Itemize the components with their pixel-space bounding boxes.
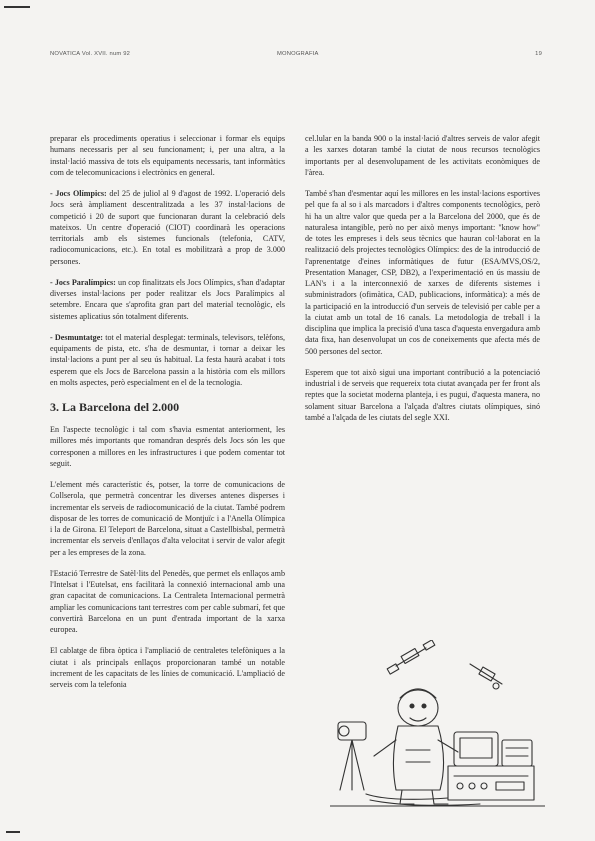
cartoon-illustration bbox=[330, 640, 545, 810]
right-column bbox=[305, 133, 540, 433]
section-heading: 3. La Barcelona del 2.000 bbox=[50, 400, 180, 414]
journal-name: NOVATICA Vol. XVII. num 92 bbox=[50, 51, 131, 57]
paragraph: En l'aspecte tecnològic i tal com s'havia esmentat anteriorment, les millores més importants que romandran després dels Jocs són les que corresponen a millores en les infrastructures i que podem comentar tot seguit. bbox=[50, 425, 285, 468]
page-number: 19 bbox=[535, 51, 542, 57]
paragraph-text: del 25 de juliol al 9 d'agost de 1992. L'operació dels Jocs serà àmpliament descentralitzada a les 37 instal·lacions de competició i 20 de suport que funcionaran durant la celebració dels mateixos. Un centre d'operació (CIOT) coordinarà les operacions territorials amb els sistemes funcionals (telefonia, CATV, radiocomunicacions, etc.). En total es mobilitzarà a prop de 3.000 persones. bbox=[50, 189, 285, 266]
paragraph-jocs-olimpics bbox=[50, 188, 285, 267]
paragraph: L'element més característic és, potser, la torre de comunicacions de Collserola, que permetrà concentrar les diverses antenes disperses i incrementar els serveis de radiocomunicació de la ciutat. També podrem disposar de les torres de comunicació de Montjuïc i a l'Anella Olímpica i la de Girona. El Teleport de Barcelona, situat a Castellbisbal, permetrà incrementar els serveis d'enllaços d'alta velocitat i servir de valor afegit per a les empreses de la zona. bbox=[50, 480, 285, 557]
scan-mark bbox=[4, 6, 30, 8]
paragraph-text: tot el material desplegat: terminals, televisors, telèfons, equipaments de pista, etc. s'ha de desmuntar, i tornar a deixar les instal·lacions a punt per al seu ús habitual. La festa haurà acabat i tots esperem que els Jocs de Barcelona passin a la història com els millors en molts aspectes, però especialment en el de la tecnologia. bbox=[50, 332, 285, 387]
scan-mark bbox=[6, 831, 20, 833]
satellite-icon bbox=[387, 640, 435, 674]
cable bbox=[370, 800, 480, 805]
section-name: MONOGRAFIA bbox=[277, 51, 319, 57]
term-label: - Desmuntatge: bbox=[50, 332, 104, 342]
paragraph: Esperem que tot això sigui una important contribució a la potenciació industrial i de serveis que requereix tota ciutat avançada per fer front als reptes que la societat moderna planteja, i es pugui, d'aquesta manera, no solament situar Barcelona a l'alçada d'altres ciutats olímpiques, sinó també a l'alçada de les ciutats del segle XXI. bbox=[305, 367, 540, 422]
paragraph: l'Estació Terrestre de Satèl·lits del Penedès, que permet els enllaços amb l'Intelsat i l'Eutelsat, ens facilitarà la connexió internacional amb una gran capacitat de comunicacions. La Centraleta Internacional permetrà ampliar les comunicacions tant terrestres com per cable submarí, fet que convertirà Barcelona en un punt d'entrada important de la xarxa europea. bbox=[50, 568, 285, 634]
paragraph: cel.lular en la banda 900 o la instal·lació d'altres serveis de valor afegit a les xarxes dotaran també la ciutat de nous recursos tecnològics importants per al desenvolupament de les activitats econòmiques de l'àrea. bbox=[305, 134, 540, 177]
camera-icon bbox=[338, 722, 366, 790]
term-label: - Jocs Olímpics: bbox=[50, 189, 107, 198]
satellite-icon bbox=[470, 664, 502, 689]
paragraph: preparar els procediments operatius i seleccionar i formar els equips humans necessaris per al seu funcionament; i, per una altra, a la instal·lació massiva de tots els equipaments necessaris, tant informàtics com de telecomunicacions i electrònics en general. bbox=[50, 134, 285, 177]
technician-figure bbox=[374, 689, 458, 804]
paragraph-desmuntatge bbox=[50, 332, 285, 388]
term-label: - Jocs Paralímpics: bbox=[50, 277, 116, 287]
paragraph-text: un cop finalitzats els Jocs Olímpics, s'han d'adaptar diverses instal·lacions per poder realitzar els Jocs Paralímpics al setembre. Encara que s'aprofita gran part del material tecnològic, els sistemes aplicatius són totalment diferents. bbox=[50, 277, 286, 321]
paragraph: També s'han d'esmentar aquí les millores en les instal·lacions esportives pel que fa al so i als marcadors i d'altres components tecnològics, però hi ha un altre valor que queda per a la Barcelona del 2000, que és de naturalesa intangible, però no per això menys important: "know how" de totes les empreses i dels seus tècnics que hauran col·laborat en la realització dels projectes tecnològics Olímpics: des de la introducció de l'aprenentatge d'eines informàtiques de futur (ESA/MVS,OS/2, Presentation Manager, CSP, DB2), a l'experimentació en ús massiu de LAN's i a la interconnexió de xarxes de diferents sistemes i subministradors (ofimàtica, CAD, publicacions, informàtica): a més de la participació en la introducció d'un serveis de televisió per cable per a la ciutat amb un total de 16 canals. La metodologia de treball i la disciplina que implica la precisió d'una tasca d'aquesta envergadura amb data fixa, han desenvolupat un cos de coneixements que afecta més de 500 persones del sector. bbox=[305, 189, 540, 356]
cable bbox=[366, 794, 448, 799]
control-console bbox=[448, 732, 534, 800]
paragraph-jocs-paralimpics bbox=[50, 277, 285, 322]
page-header bbox=[50, 51, 542, 61]
left-column bbox=[50, 133, 285, 700]
paragraph: El cablatge de fibra òptica i l'ampliació de centraletes telefòniques a la ciutat i als principals enllaços proporcionaran també un notable increment de les capacitats de les línies de comunicació. L'ampliació de serveis com la telefonia bbox=[50, 646, 285, 689]
